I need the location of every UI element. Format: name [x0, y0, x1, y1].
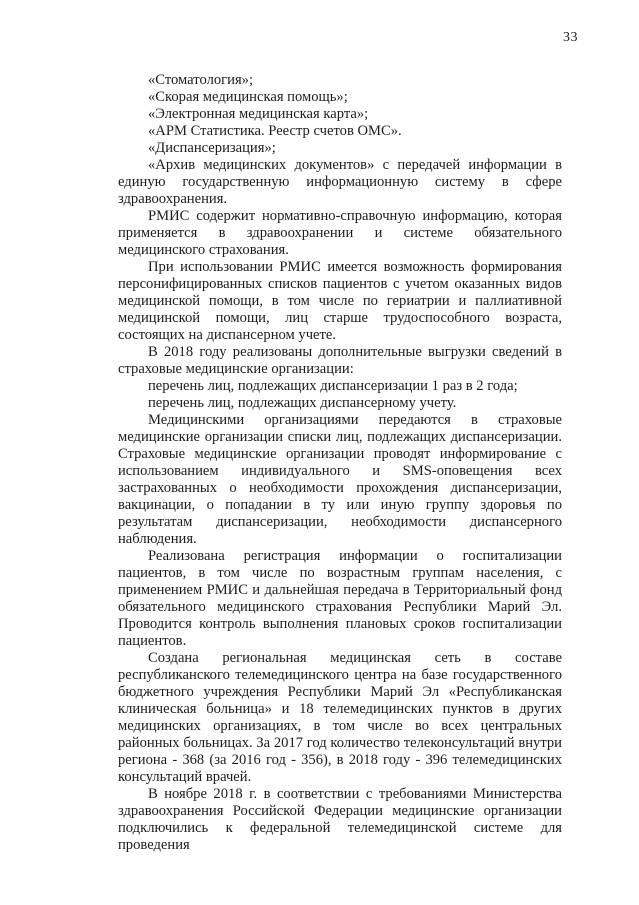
paragraph: В 2018 году реализованы дополнительные выгрузки сведений в страховые медицинские организации: [118, 344, 562, 377]
page-number: 33 [563, 30, 578, 45]
paragraph: Медицинскими организациями передаются в страховые медицинские организации списки лиц, подлежащих диспансеризации. Страховые медицинские организации проводят информирование с использованием индивидуального и SMS-оповещения всех застрахованных о необходимости прохождения диспансеризации, вакцинации, о попадании в ту или иную группу здоровья по результатам диспансеризации, необходимости диспансерного наблюдения. [118, 412, 562, 547]
paragraph: При использовании РМИС имеется возможность формирования персонифицированных списков пациентов с учетом оказанных видов медицинской помощи, в том числе по гериатрии и паллиативной медицинской помощи, лиц старше трудоспособного возраста, состоящих на диспансерном учете. [118, 259, 562, 343]
paragraph: Создана региональная медицинская сеть в составе республиканского телемедицинского центра на базе государственного бюджетного учреждения Республики Марий Эл «Республиканская клиническая больница» и 18 телемедицинских пунктов в других медицинских организациях, в том числе во всех центральных районных больницах. За 2017 год количество телеконсультаций внутри региона - 368 (за 2016 год - 356), в 2018 году - 396 телемедицинских консультаций врачей. [118, 650, 562, 785]
list-item: перечень лиц, подлежащих диспансеризации 1 раз в 2 года; [148, 378, 518, 394]
list-item: «Электронная медицинская карта»; [148, 106, 369, 122]
document-body [118, 72, 562, 854]
list-item: перечень лиц, подлежащих диспансерному учету. [148, 395, 457, 411]
list-item: «Диспансеризация»; [148, 140, 276, 156]
list-item: «Стоматология»; [148, 72, 254, 88]
list-item: «Скорая медицинская помощь»; [148, 89, 348, 105]
paragraph: РМИС содержит нормативно-справочную информацию, которая применяется в здравоохранении и системе обязательного медицинского страхования. [118, 208, 562, 258]
paragraph: Реализована регистрация информации о госпитализации пациентов, в том числе по возрастным группам населения, с применением РМИС и дальнейшая передача в Территориальный фонд обязательного медицинского страхования Республики Марий Эл. Проводится контроль выполнения плановых сроков госпитализации пациентов. [118, 548, 562, 649]
paragraph: «Архив медицинских документов» с передачей информации в единую государственную информационную систему в сфере здравоохранения. [118, 157, 562, 207]
list-item: «АРМ Статистика. Реестр счетов ОМС». [148, 123, 402, 139]
paragraph: В ноябре 2018 г. в соответствии с требованиями Министерства здравоохранения Российской Федерации медицинские организации подключились к федеральной телемедицинской системе для проведения [118, 786, 562, 853]
